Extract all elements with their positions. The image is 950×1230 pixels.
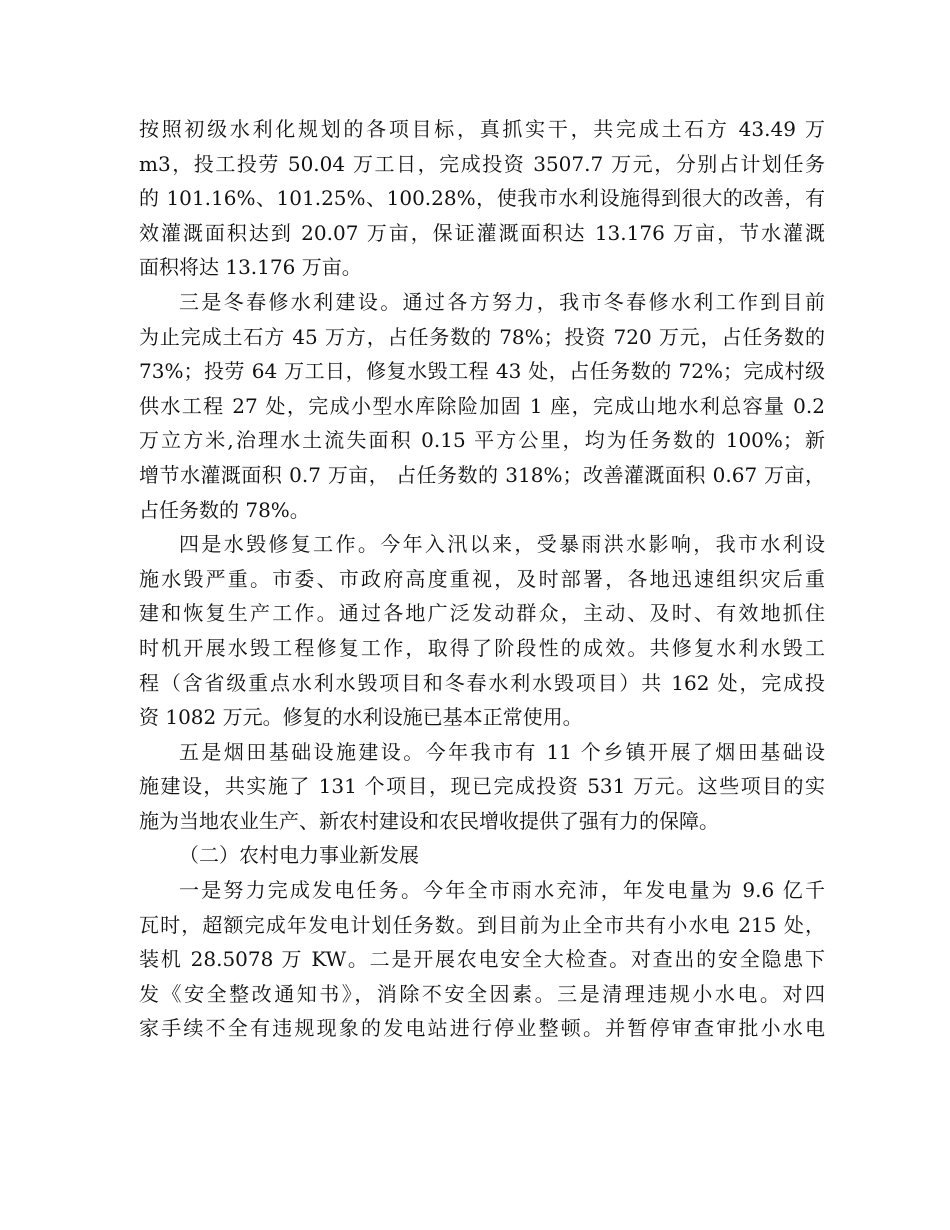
- text-line: 施为当地农业生产、新农村建设和农民增收提供了强有力的保障。: [139, 808, 719, 833]
- text-line: 建和恢复生产工作。通过各地广泛发动群众，主动、及时、有效地抓住: [139, 601, 825, 626]
- text-line: 程（含省级重点水利水毁项目和冬春水利水毁项目）共 162 处，完成投: [139, 670, 825, 695]
- body-text: [139, 112, 825, 1046]
- text-line: 瓦时，超额完成年发电计划任务数。到目前为止全市共有小水电 215 处，: [139, 912, 825, 937]
- text-line: 占任务数的 78%。: [139, 497, 310, 522]
- text-line: 增节水灌溉面积 0.7 万亩， 占任务数的 318%；改善灌溉面积 0.67 万亩，: [139, 462, 825, 487]
- text-line: 效灌溉面积达到 20.07 万亩，保证灌溉面积达 13.176 万亩，节水灌溉: [139, 220, 825, 245]
- text-line: 三是冬春修水利建设。通过各方努力，我市冬春修水利工作到目前: [179, 289, 825, 314]
- text-line: 73%；投劳 64 万工日，修复水毁工程 43 处，占任务数的 72%；完成村级: [139, 359, 825, 384]
- text-line: 万立方米,治理水土流失面积 0.15 平方公里，均为任务数的 100%；新: [139, 428, 825, 453]
- text-line: 发《安全整改通知书》，消除不安全因素。三是清理违规小水电。对四: [139, 981, 825, 1006]
- text-line: 施建设，共实施了 131 个项目，现已完成投资 531 万元。这些项目的实: [139, 774, 825, 799]
- text-line: 时机开展水毁工程修复工作，取得了阶段性的成效。共修复水利水毁工: [139, 635, 825, 660]
- text-line: 四是水毁修复工作。今年入汛以来，受暴雨洪水影响，我市水利设: [179, 532, 825, 557]
- section-heading: （二）农村电力事业新发展: [179, 843, 419, 868]
- text-line: 五是烟田基础设施建设。今年我市有 11 个乡镇开展了烟田基础设: [179, 739, 825, 764]
- text-line: 家手续不全有违规现象的发电站进行停业整顿。并暂停审查审批小水电: [139, 1016, 825, 1041]
- text-line: 按照初级水利化规划的各项目标，真抓实干，共完成土石方 43.49 万: [139, 117, 825, 141]
- text-line: 供水工程 27 处，完成小型水库除险加固 1 座，完成山地水利总容量 0.2: [139, 393, 825, 418]
- text-line: 资 1082 万元。修复的水利设施已基本正常使用。: [139, 705, 583, 730]
- text-line: 装机 28.5078 万 KW。二是开展农电安全大检查。对查出的安全隐患下: [139, 947, 825, 972]
- text-line: 一是努力完成发电任务。今年全市雨水充沛，年发电量为 9.6 亿千: [179, 878, 825, 903]
- text-line: 的 101.16%、101.25%、100.28%，使我市水利设施得到很大的改善，有: [139, 186, 825, 211]
- text-line: 面积将达 13.176 万亩。: [139, 255, 362, 280]
- text-line: 为止完成土石方 45 万方，占任务数的 78%；投资 720 万元，占任务数的: [139, 324, 825, 349]
- text-line: m3，投工投劳 50.04 万工日，完成投资 3507.7 万元，分别占计划任务: [139, 151, 825, 176]
- text-line: 施水毁严重。市委、市政府高度重视，及时部署，各地迅速组织灾后重: [139, 566, 825, 591]
